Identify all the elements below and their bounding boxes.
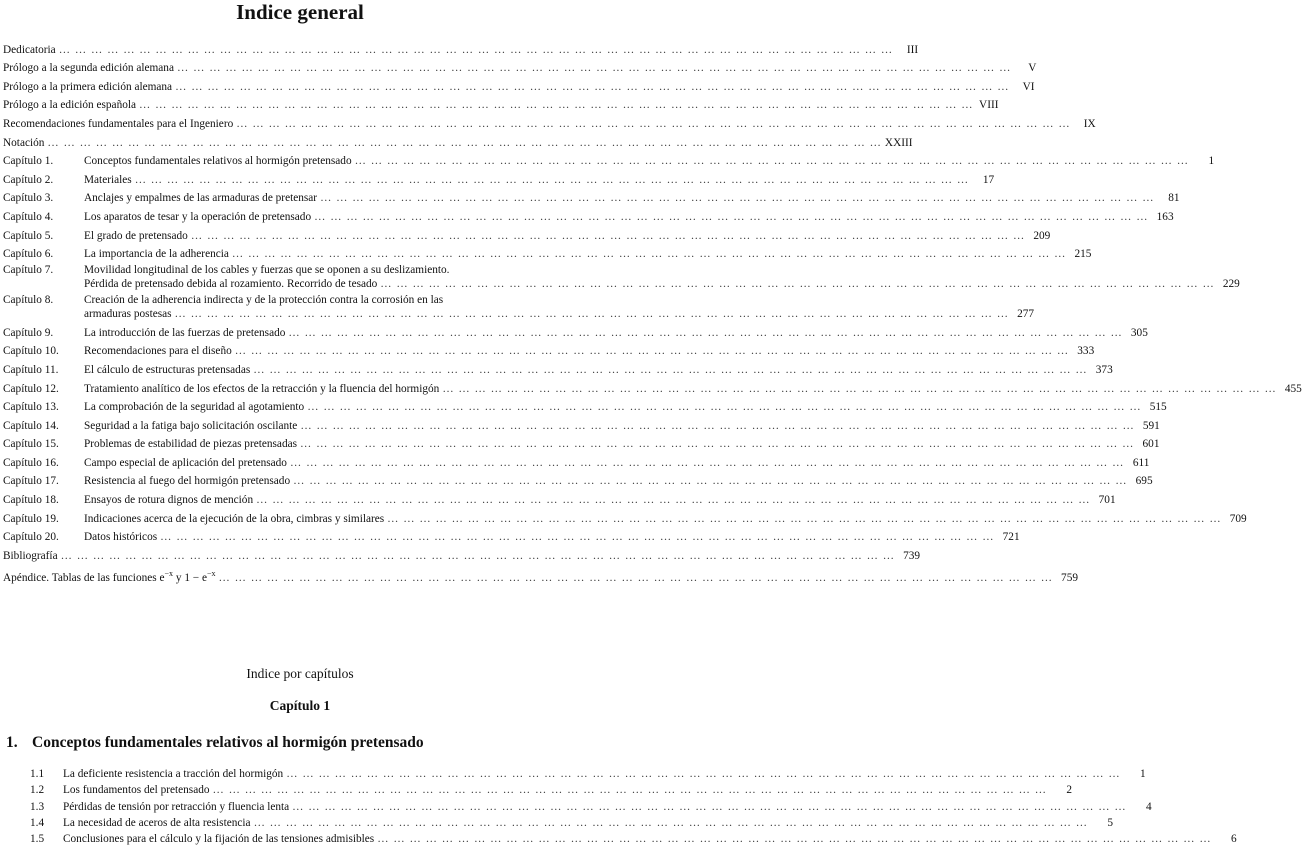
chapter-title-line2: Pérdida de pretensado debida al rozamiento. Recorrido de tesado: [84, 278, 378, 291]
chapter-page: 333: [1077, 345, 1095, 358]
dot-leader: [300, 437, 1134, 451]
chapter-entry: [3, 168, 995, 187]
appendix-exponent: −x: [164, 569, 174, 579]
chapter-title: La importancia de la adherencia: [84, 248, 229, 261]
chapter-entry: [3, 414, 1160, 433]
chapter-number: Capítulo 1.: [3, 155, 54, 168]
appendix-text-mid: y 1 − e: [173, 571, 207, 584]
chapter-title: Creación de la adherencia indirecta y de la protección contra la corrosión en las: [84, 294, 444, 307]
dot-leader: [290, 456, 1124, 470]
chapter-entry: [3, 396, 1167, 415]
dot-leader: [160, 530, 994, 544]
dot-leader: [175, 307, 1009, 321]
entry-page: VI: [1022, 80, 1035, 93]
dot-leader: [377, 832, 1211, 846]
chapter-page: 209: [1033, 229, 1051, 242]
dot-leader: [219, 571, 1053, 585]
chapter-number: Capítulo 20.: [3, 531, 59, 544]
chapter-page: 455: [1284, 382, 1302, 395]
toc-entry: [3, 563, 1078, 585]
dot-leader: [61, 549, 895, 563]
chapter-title: Materiales: [84, 173, 132, 186]
subsection-page: 6: [1231, 832, 1237, 845]
page-title: Indice general: [236, 0, 364, 24]
chapter-number: Capítulo 6.: [3, 248, 54, 261]
subsection-title: Los fundamentos del pretensado: [63, 784, 210, 797]
chapter-number: Capítulo 19.: [3, 512, 59, 525]
dot-leader: [135, 173, 969, 187]
appendix-page: 759: [1061, 571, 1078, 584]
chapter-title: Movilidad longitudinal de los cables y fuerzas que se oponen a su deslizamiento.: [84, 264, 450, 277]
chapter-number: Capítulo 7.: [3, 264, 54, 277]
subsection-number: 1.3: [30, 800, 45, 813]
subsection-number: 1.5: [30, 832, 45, 845]
chapter-title-block: [84, 293, 1034, 321]
dot-leader: [288, 326, 1122, 340]
subsection-entry: [30, 765, 1146, 781]
dot-leader: [355, 154, 1189, 168]
chapter-number: Capítulo 18.: [3, 494, 59, 507]
dot-leader: [387, 512, 1221, 526]
chapter-page: 721: [1002, 531, 1020, 544]
chapter-title: Conceptos fundamentales relativos al hormigón pretensado: [84, 155, 352, 168]
subsection-page: 4: [1146, 800, 1152, 813]
chapter-entry: [3, 187, 1180, 206]
chapter-title: El cálculo de estructuras pretensadas: [84, 363, 251, 376]
general-index: [3, 38, 1302, 585]
bibliography-page: 739: [903, 549, 921, 562]
subsection-entry: [30, 797, 1152, 813]
dot-leader: [236, 117, 1070, 131]
entry-label: Notación: [3, 136, 45, 149]
chapter-title: Los aparatos de tesar y la operación de pretensado: [84, 210, 312, 223]
toc-entry: [3, 112, 1096, 131]
dot-leader: [293, 474, 1127, 488]
chapter-page: 81: [1168, 192, 1180, 205]
chapter-title: Ensayos de rotura dignos de mención: [84, 494, 254, 507]
dot-leader: [59, 43, 893, 57]
entry-page: III: [906, 43, 919, 56]
dot-leader: [213, 783, 1047, 797]
chapter-number: Capítulo 3.: [3, 192, 54, 205]
chapter-number: Capítulo 5.: [3, 229, 54, 242]
chapter-title: Seguridad a la fatiga bajo solicitación oscilante: [84, 419, 298, 432]
chapter-page: 1: [1208, 155, 1215, 168]
dot-leader: [442, 382, 1276, 396]
subsection-entry: [30, 781, 1072, 797]
chapter-title: La introducción de las fuerzas de pretensado: [84, 326, 286, 339]
chapter-entry: [3, 261, 1240, 291]
dot-leader: [314, 210, 1148, 224]
toc-entry: [3, 131, 913, 150]
chapter-page: 515: [1149, 401, 1167, 414]
chapter-number: Capítulo 16.: [3, 456, 59, 469]
dot-leader: [177, 61, 1011, 75]
section-number: 1.: [6, 734, 18, 751]
dot-leader: [286, 767, 1120, 781]
chapter-entry: [3, 224, 1051, 243]
chapter-title: Resistencia al fuego del hormigón pretensado: [84, 475, 291, 488]
dot-leader: [380, 277, 1214, 291]
chapter-page: 305: [1130, 326, 1148, 339]
chapter-page: 163: [1156, 210, 1174, 223]
chapter-number: Capítulo 11.: [3, 363, 59, 376]
toc-entry: [3, 57, 1037, 76]
chapter-page: 215: [1074, 248, 1092, 261]
chapter-number: Capítulo 4.: [3, 210, 54, 223]
chapter-entry: [3, 243, 1092, 262]
toc-entry: [3, 38, 919, 57]
chapter-page: 229: [1222, 278, 1240, 291]
entry-page: VIII: [979, 99, 999, 112]
chapter-title-continuation: [84, 277, 1240, 291]
chapter-entry: [3, 358, 1113, 377]
chapter-index-title: Indice por capítulos: [246, 666, 354, 681]
toc-entry: [3, 544, 921, 563]
dot-leader: [320, 191, 1154, 205]
toc-entry: [3, 75, 1035, 94]
chapter-entry: [3, 488, 1116, 507]
appendix-text: Apéndice. Tablas de las funciones e: [3, 571, 165, 584]
chapter-title-continuation: [84, 307, 1034, 321]
subsection-entry: [30, 830, 1237, 846]
chapter-title: El grado de pretensado: [84, 229, 188, 242]
chapter-page: 701: [1098, 494, 1116, 507]
dot-leader: [307, 400, 1141, 414]
subsection-title: Conclusiones para el cálculo y la fijación de las tensiones admisibles: [63, 832, 375, 845]
toc-entry: [3, 94, 999, 113]
dot-leader: [139, 98, 973, 112]
chapter-number: Capítulo 8.: [3, 294, 54, 307]
chapter-title: Tratamiento analítico de los efectos de la retracción y la fluencia del hormigón: [84, 382, 440, 395]
subsection-title: Pérdidas de tensión por retracción y fluencia lenta: [63, 800, 290, 813]
subsection-number: 1.2: [30, 784, 45, 797]
chapter-title: Anclajes y empalmes de las armaduras de pretensar: [84, 192, 318, 205]
chapter-title: Problemas de estabilidad de piezas pretensadas: [84, 438, 297, 451]
entry-page: XXIII: [884, 136, 913, 149]
dot-leader: [47, 136, 881, 150]
dot-leader: [232, 247, 1066, 261]
chapter-number: Capítulo 10.: [3, 345, 59, 358]
dot-leader: [191, 229, 1025, 243]
chapter-entry: [3, 377, 1302, 396]
chapter-title: Recomendaciones para el diseño: [84, 345, 232, 358]
dot-leader: [292, 800, 1126, 814]
chapter-page: 591: [1142, 419, 1160, 432]
chapter-page: 17: [982, 173, 995, 186]
appendix-exponent: −x: [207, 569, 216, 579]
entry-label: Dedicatoria: [3, 43, 56, 56]
chapter-page: 373: [1095, 363, 1113, 376]
subsection-title: La deficiente resistencia a tracción del hormigón: [63, 768, 284, 781]
chapter-entry: [3, 205, 1174, 224]
subsection-number: 1.1: [30, 768, 45, 781]
dot-leader: [256, 493, 1090, 507]
dot-leader: [175, 80, 1009, 94]
dot-leader: [254, 816, 1088, 830]
entry-label: Prólogo a la primera edición alemana: [3, 80, 173, 93]
subsection-title: La necesidad de aceros de alta resistencia: [63, 816, 251, 829]
bibliography-label: Bibliografía: [3, 549, 58, 562]
chapter-number: Capítulo 9.: [3, 326, 54, 339]
chapter-title: Indicaciones acerca de la ejecución de la obra, cimbras y similares: [84, 512, 385, 525]
chapter-entry: [3, 526, 1020, 545]
chapter-entry: [3, 291, 1035, 321]
chapter-heading: Capítulo 1: [269, 698, 331, 713]
chapter-page: 611: [1132, 456, 1150, 469]
chapter-title: La comprobación de la seguridad al agotamiento: [84, 401, 305, 414]
chapter-title: Datos históricos: [84, 531, 158, 544]
entry-page: IX: [1083, 117, 1096, 130]
chapter-entry: [3, 507, 1247, 526]
subsection-number: 1.4: [30, 816, 45, 829]
section-heading: [6, 734, 424, 752]
appendix-label: [3, 567, 216, 585]
chapter-number: Capítulo 17.: [3, 475, 59, 488]
chapter-title-line2: armaduras postesas: [84, 308, 172, 321]
subsection-list: [30, 765, 1237, 846]
chapter-entry: [3, 433, 1160, 452]
subsection-page: 1: [1140, 768, 1146, 781]
chapter-number: Capítulo 15.: [3, 438, 59, 451]
chapter-entry: [3, 321, 1148, 340]
subsection-page: 5: [1107, 816, 1114, 829]
chapter-entry: [3, 470, 1153, 489]
chapter-page: 277: [1017, 308, 1035, 321]
section-title: Conceptos fundamentales relativos al hormigón pretensado: [32, 734, 424, 751]
entry-page: V: [1028, 62, 1037, 75]
chapter-number: Capítulo 14.: [3, 419, 59, 432]
entry-label: Prólogo a la edición española: [3, 99, 137, 112]
subsection-page: 2: [1066, 784, 1072, 797]
dot-leader: [235, 344, 1069, 358]
dot-leader: [253, 363, 1087, 377]
chapter-title-block: [84, 263, 1240, 291]
chapter-number: Capítulo 12.: [3, 382, 59, 395]
chapter-page: 709: [1229, 512, 1247, 525]
chapter-page: 601: [1142, 438, 1160, 451]
chapter-number: Capítulo 2.: [3, 173, 54, 186]
subsection-entry: [30, 814, 1114, 830]
chapter-title: Campo especial de aplicación del pretensado: [84, 456, 287, 469]
chapter-entry: [3, 150, 1215, 169]
entry-label: Prólogo a la segunda edición alemana: [3, 62, 174, 75]
chapter-number: Capítulo 13.: [3, 401, 59, 414]
chapter-entry: [3, 451, 1150, 470]
dot-leader: [300, 419, 1134, 433]
chapter-entry: [3, 340, 1095, 359]
chapter-page: 695: [1135, 475, 1153, 488]
entry-label: Recomendaciones fundamentales para el Ingeniero: [3, 117, 234, 130]
